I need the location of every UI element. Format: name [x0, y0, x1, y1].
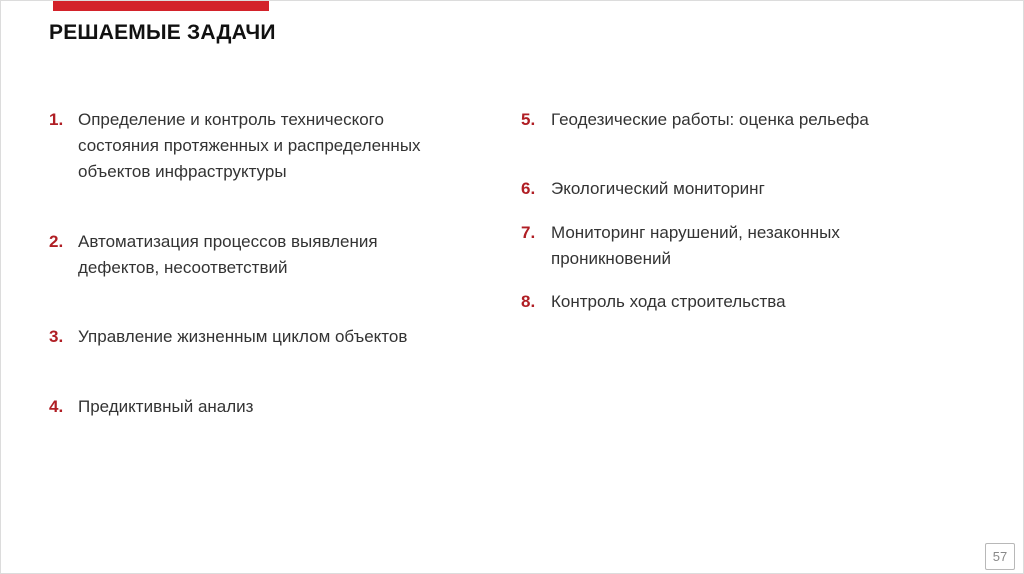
task-number: 2. — [49, 232, 64, 251]
task-item-5 — [521, 107, 869, 133]
page-number-badge: 57 — [985, 543, 1015, 570]
task-item-1 — [49, 107, 421, 185]
task-number: 4. — [49, 397, 64, 416]
task-item-6 — [521, 176, 765, 202]
task-item-8 — [521, 289, 786, 315]
task-number: 7. — [521, 223, 536, 242]
task-number: 3. — [49, 327, 64, 346]
task-text: Определение и контроль технического состояния протяженных и распределенных объектов инфраструктуры — [78, 110, 421, 181]
task-number: 6. — [521, 179, 536, 198]
task-item-7 — [521, 220, 840, 272]
task-text: Мониторинг нарушений, незаконных проникновений — [551, 223, 840, 268]
task-text: Управление жизненным циклом объектов — [78, 327, 408, 346]
task-text: Геодезические работы: оценка рельефа — [551, 110, 869, 129]
task-item-4 — [49, 394, 253, 420]
task-text: Контроль хода строительства — [551, 292, 786, 311]
task-text: Экологический мониторинг — [551, 179, 765, 198]
page-title: РЕШАЕМЫЕ ЗАДАЧИ — [49, 21, 276, 44]
task-text: Предиктивный анализ — [78, 397, 254, 416]
task-number: 1. — [49, 110, 64, 129]
accent-bar — [53, 1, 269, 11]
task-number: 8. — [521, 292, 536, 311]
task-number: 5. — [521, 110, 536, 129]
task-text: Автоматизация процессов выявления дефектов, несоответствий — [78, 232, 378, 277]
task-item-3 — [49, 324, 407, 350]
task-item-2 — [49, 229, 378, 281]
